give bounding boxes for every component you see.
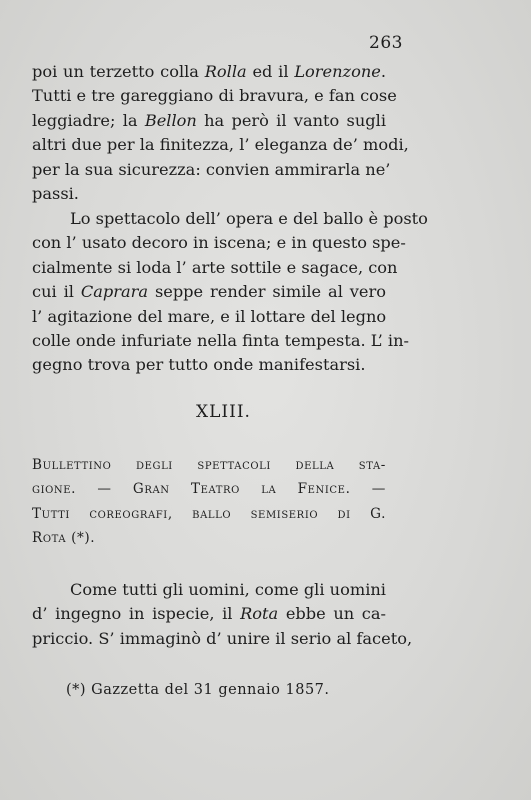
footnote: (*) Gazzetta del 31 gennaio 1857. <box>66 682 330 698</box>
text-line: d’ ingegno in ispecie, il Rota ebbe un ca- <box>32 604 386 624</box>
text-line: Lo spettacolo dell’ opera e del ballo è posto <box>70 209 428 228</box>
heading-line: Tutti coreografi, ballo semiserio di G. <box>32 505 386 522</box>
text-line: l’ agitazione del mare, e il lottare del legno <box>32 306 387 326</box>
text-line: Tutti e tre gareggiano di bravura, e fan cose <box>32 86 397 106</box>
section-number: XLIII. <box>196 402 251 422</box>
text-line: cui il Caprara seppe render simile al vero <box>32 282 386 302</box>
heading-line: Rota (*). <box>32 530 96 547</box>
text-line: per la sua sicurezza: convien ammirarla ne’ <box>32 159 391 179</box>
text-line: passi. <box>32 184 79 204</box>
text-line: cialmente si loda l’ arte sottile e sagace, con <box>32 257 398 277</box>
heading-line: Bullettino degli spettacoli della sta- <box>32 457 386 473</box>
text-line: colle onde infuriate nella finta tempesta. L’ in- <box>32 331 410 351</box>
text-line: con l’ usato decoro in iscena; e in questo spe- <box>32 233 406 253</box>
text-line: Come tutti gli uomini, come gli uomini <box>70 580 386 599</box>
heading-line: gione. — Gran Teatro la Fenice. — <box>32 481 386 498</box>
paragraph-3 <box>32 578 413 651</box>
paragraph-1 <box>32 60 409 206</box>
section-heading <box>32 453 386 551</box>
text-line: leggiadre; la Bellon ha però il vanto sugli <box>32 110 386 130</box>
text-line: priccio. S’ immaginò d’ unire il serio al faceto, <box>32 628 413 648</box>
page-number: 263 <box>369 33 403 53</box>
text-line: gegno trova per tutto onde manifestarsi. <box>32 355 366 375</box>
text-line: altri due per la finitezza, l’ eleganza de’ modi, <box>32 135 409 155</box>
paragraph-2 <box>32 207 428 378</box>
text-line: poi un terzetto colla Rolla ed il Lorenzone. <box>32 62 386 81</box>
